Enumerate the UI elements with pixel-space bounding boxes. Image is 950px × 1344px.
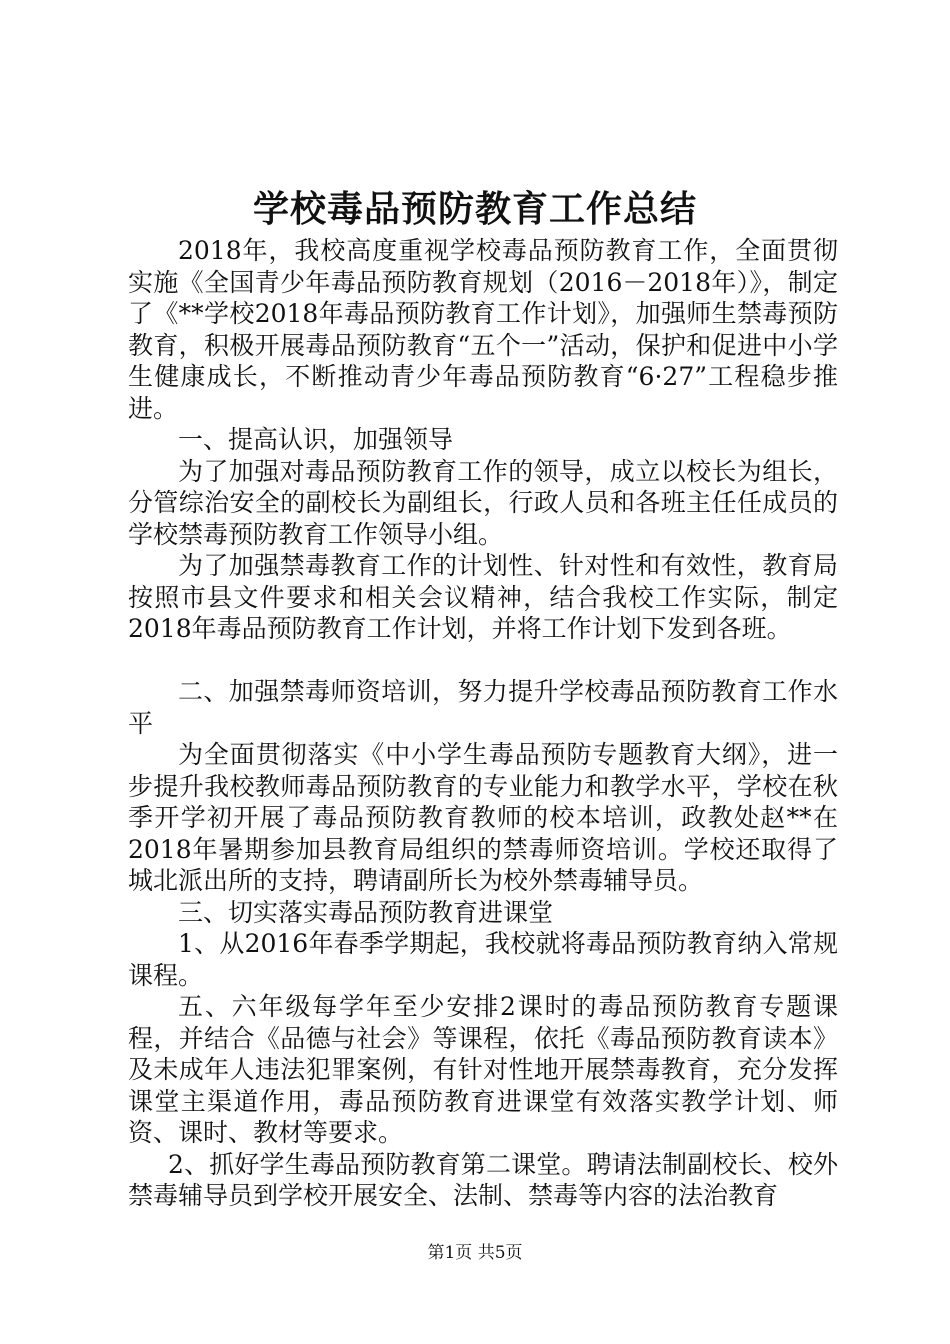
paragraph: 1、从2016年春季学期起，我校就将毒品预防教育纳入常规课程。 bbox=[128, 929, 838, 990]
document-title: 学校毒品预防教育工作总结 bbox=[252, 189, 697, 230]
section-heading-2: 二、加强禁毒师资培训，努力提升学校毒品预防教育工作水平 bbox=[128, 677, 838, 738]
paragraph: 为了加强对毒品预防教育工作的领导，成立以校长为组长，分管综治安全的副校长为副组长，行政人员和各班主任任成员的学校禁毒预防教育工作领导小组。 bbox=[128, 456, 838, 549]
paragraph: 五、六年级每学年至少安排2课时的毒品预防教育专题课程，并结合《品德与社会》等课程，依托《毒品预防教育读本》及未成年人违法犯罪案例，有针对性地开展禁毒教育，充分发挥课堂主渠道作用，毒品预防教育进课堂有效落实教学计划、师资、课时、教材等要求。 bbox=[128, 992, 838, 1147]
paragraph: 为了加强禁毒教育工作的计划性、针对性和有效性，教育局按照市县文件要求和相关会议精神，结合我校工作实际，制定2018年毒品预防教育工作计划，并将工作计划下发到各班。 bbox=[128, 551, 838, 643]
paragraph: 为全面贯彻落实《中小学生毒品预防专题教育大纲》，进一步提升我校教师毒品预防教育的专业能力和教学水平，学校在秋季开学初开展了毒品预防教育教师的校本培训，政教处赵**在2018年暑期参加县教育局组织的禁毒师资培训。学校还取得了城北派出所的支持，聘请副所长为校外禁毒辅导员。 bbox=[128, 740, 838, 895]
document-body bbox=[128, 235, 838, 1212]
paragraph-intro: 2018年，我校高度重视学校毒品预防教育工作，全面贯彻实施《全国青少年毒品预防教育规划（2016－2018年）》，制定了《**学校2018年毒品预防教育工作计划》，加强师生禁毒预防教育，积极开展毒品预防教育“五个一”活动，保护和促进中小学生健康成长，不断推动青少年毒品预防教育“6·27”工程稳步推进。 bbox=[128, 236, 838, 423]
page-number-footer: 第1页 共5页 bbox=[427, 1243, 523, 1263]
section-heading-3: 三、切实落实毒品预防教育进课堂 bbox=[178, 897, 554, 927]
paragraph: 2、抓好学生毒品预防教育第二课堂。聘请法制副校长、校外禁毒辅导员到学校开展安全、法制、禁毒等内容的法治教育 bbox=[128, 1149, 838, 1210]
section-heading-1: 一、提高认识，加强领导 bbox=[178, 425, 454, 454]
